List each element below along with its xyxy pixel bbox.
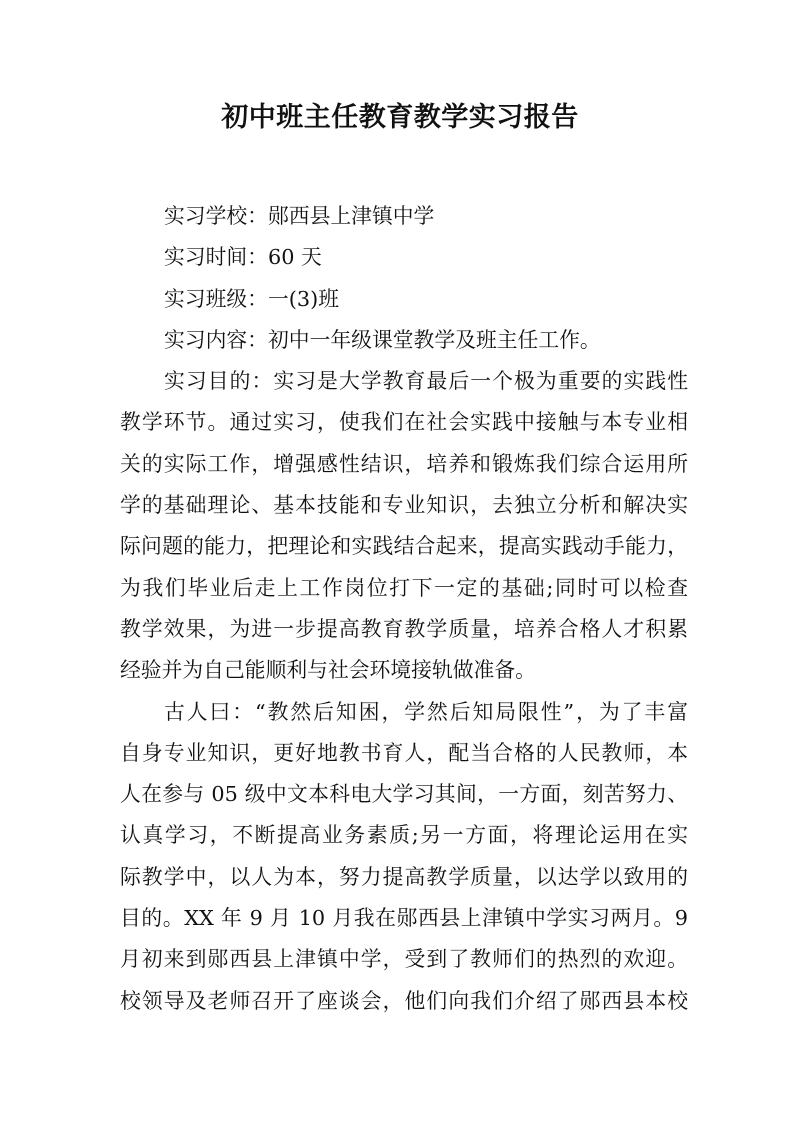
purpose-paragraph-line: 为我们毕业后走上工作岗位打下一定的基础;同时可以检查 (120, 575, 688, 600)
info-class-line: 实习班级：一(3)班 (164, 286, 340, 311)
body-paragraph-line: 认真学习，不断提高业务素质;另一方面，将理论运用在实 (120, 823, 688, 848)
purpose-paragraph-line: 实习目的：实习是大学教育最后一个极为重要的实践性 (164, 369, 688, 394)
purpose-paragraph-line: 教学效果，为进一步提高教育教学质量，培养合格人才积累 (120, 616, 688, 641)
body-paragraph-line: 自身专业知识，更好地教书育人，配当合格的人民教师，本 (120, 740, 688, 765)
purpose-paragraph-line: 经验并为自己能顺利与社会环境接轨做准备。 (120, 658, 536, 683)
document-title: 初中班主任教育教学实习报告 (221, 102, 579, 133)
document-body (120, 196, 688, 1022)
purpose-paragraph-line: 教学环节。通过实习，使我们在社会实践中接触与本专业相 (120, 410, 688, 435)
info-content-line: 实习内容：初中一年级课堂教学及班主任工作。 (164, 327, 601, 352)
body-paragraph-line: 目的。XX 年 9 月 10 月我在郧西县上津镇中学实习两月。9 (120, 906, 688, 931)
body-paragraph-line: 古人曰：“教然后知困，学然后知局限性”，为了丰富 (164, 699, 688, 724)
purpose-paragraph-line: 关的实际工作，增强感性结识，培养和锻炼我们综合运用所 (120, 451, 688, 476)
purpose-paragraph-line: 际问题的能力，把理论和实践结合起来，提高实践动手能力， (120, 534, 688, 559)
info-duration-line: 实习时间：60 天 (164, 245, 322, 270)
body-paragraph-line: 际教学中，以人为本，努力提高教学质量，以达学以致用的 (120, 864, 688, 889)
info-school-line: 实习学校：郧西县上津镇中学 (164, 204, 435, 228)
body-paragraph-line: 月初来到郧西县上津镇中学，受到了教师们的热烈的欢迎。 (120, 947, 688, 972)
purpose-paragraph-line: 学的基础理论、基本技能和专业知识，去独立分析和解决实 (120, 493, 688, 518)
body-paragraph-line: 校领导及老师召开了座谈会，他们向我们介绍了郧西县本校 (120, 988, 688, 1013)
body-paragraph-line: 人在参与 05 级中文本科电大学习其间，一方面，刻苦努力、 (120, 782, 688, 807)
